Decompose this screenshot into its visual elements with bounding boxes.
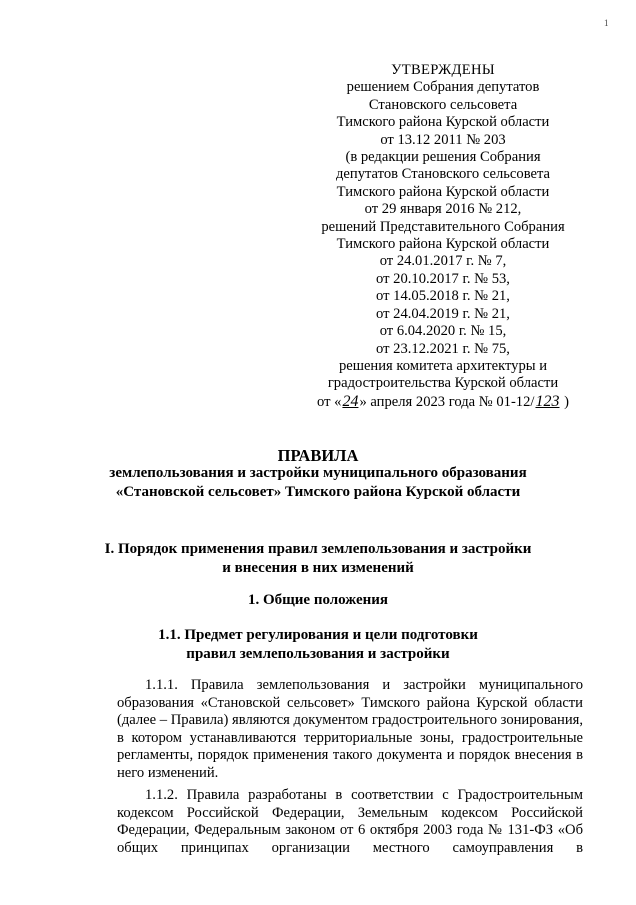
approval-line: решений Представительного Собрания — [321, 218, 565, 235]
subchapter-heading — [0, 626, 636, 663]
paragraph-1-1-2: 1.1.2. Правила разработаны в соответствии с Градостроительным кодексом Российской Федерации, Земельным кодексом Российской Федерации, Федеральным законом от 6 октября 2003 года № 131-ФЗ «Об общих принципах организации местного самоуправления в — [117, 787, 583, 856]
approval-line: Тимского района Курской области — [336, 183, 550, 200]
section-heading — [0, 540, 636, 577]
approval-line: решения комитета архитектуры и — [338, 357, 548, 374]
approval-line: Тимского района Курской области — [336, 236, 550, 253]
section-heading-line: и внесения в них изменений — [222, 559, 414, 576]
approval-line: от 23.12.2021 г. № 75, — [376, 340, 510, 357]
document-subtitle-line: «Становской сельсовет» Тимского района Курской области — [115, 483, 521, 500]
section-heading-line: I. Порядок применения правил землепользования и застройки — [104, 541, 532, 557]
approval-line: от 13.12 2011 № 203 — [380, 131, 506, 148]
document-title: ПРАВИЛА — [277, 446, 359, 465]
handwritten-day: 24 — [342, 392, 359, 410]
approval-line: Становского сельсовета — [368, 96, 518, 113]
approval-line: от 24.04.2019 г. № 21, — [376, 305, 510, 322]
approval-line: от 29 января 2016 № 212, — [364, 201, 522, 218]
approval-block — [292, 62, 594, 411]
handwritten-number: 123 — [535, 392, 560, 410]
approval-line: от 14.05.2018 г. № 21, — [376, 288, 510, 305]
approval-line: решением Собрания депутатов — [346, 79, 540, 96]
approval-last-line — [292, 393, 594, 411]
approval-line: от 20.10.2017 г. № 53, — [376, 270, 510, 287]
document-subtitle — [0, 464, 636, 501]
approval-line: (в редакции решения Собрания — [345, 149, 541, 166]
approval-line: от 24.01.2017 г. № 7, — [379, 253, 507, 270]
chapter-heading: 1. Общие положения — [247, 592, 389, 608]
approval-last-suffix: ) — [560, 393, 569, 410]
approval-last-prefix: от « — [317, 393, 342, 410]
document-subtitle-line: землепользования и застройки муниципального образования — [109, 465, 527, 481]
paragraph-1-1-1: 1.1.1. Правила землепользования и застройки муниципального образования «Становской сельсовет» Тимского района Курской области (далее – Правила) являются документом градостроительного зонирования, в котором устанавливаются территориальные зоны, градостроительные регламенты, порядок применения такого документа и порядок внесения в него изменений. — [117, 677, 583, 781]
approval-line: Тимского района Курской области — [336, 114, 550, 131]
subchapter-heading-line: правил землепользования и застройки — [186, 645, 450, 662]
approval-line: градостроительства Курской области — [327, 375, 559, 392]
page-corner-mark: 1 — [604, 18, 609, 28]
approval-last-middle: » апреля 2023 года № 01-12/ — [359, 393, 535, 410]
approval-line: депутатов Становского сельсовета — [335, 166, 551, 183]
subchapter-heading-line: 1.1. Предмет регулирования и цели подготовки — [158, 627, 478, 643]
approval-line: от 6.04.2020 г. № 15, — [379, 323, 507, 340]
approval-heading: УТВЕРЖДЕНЫ — [391, 62, 495, 78]
